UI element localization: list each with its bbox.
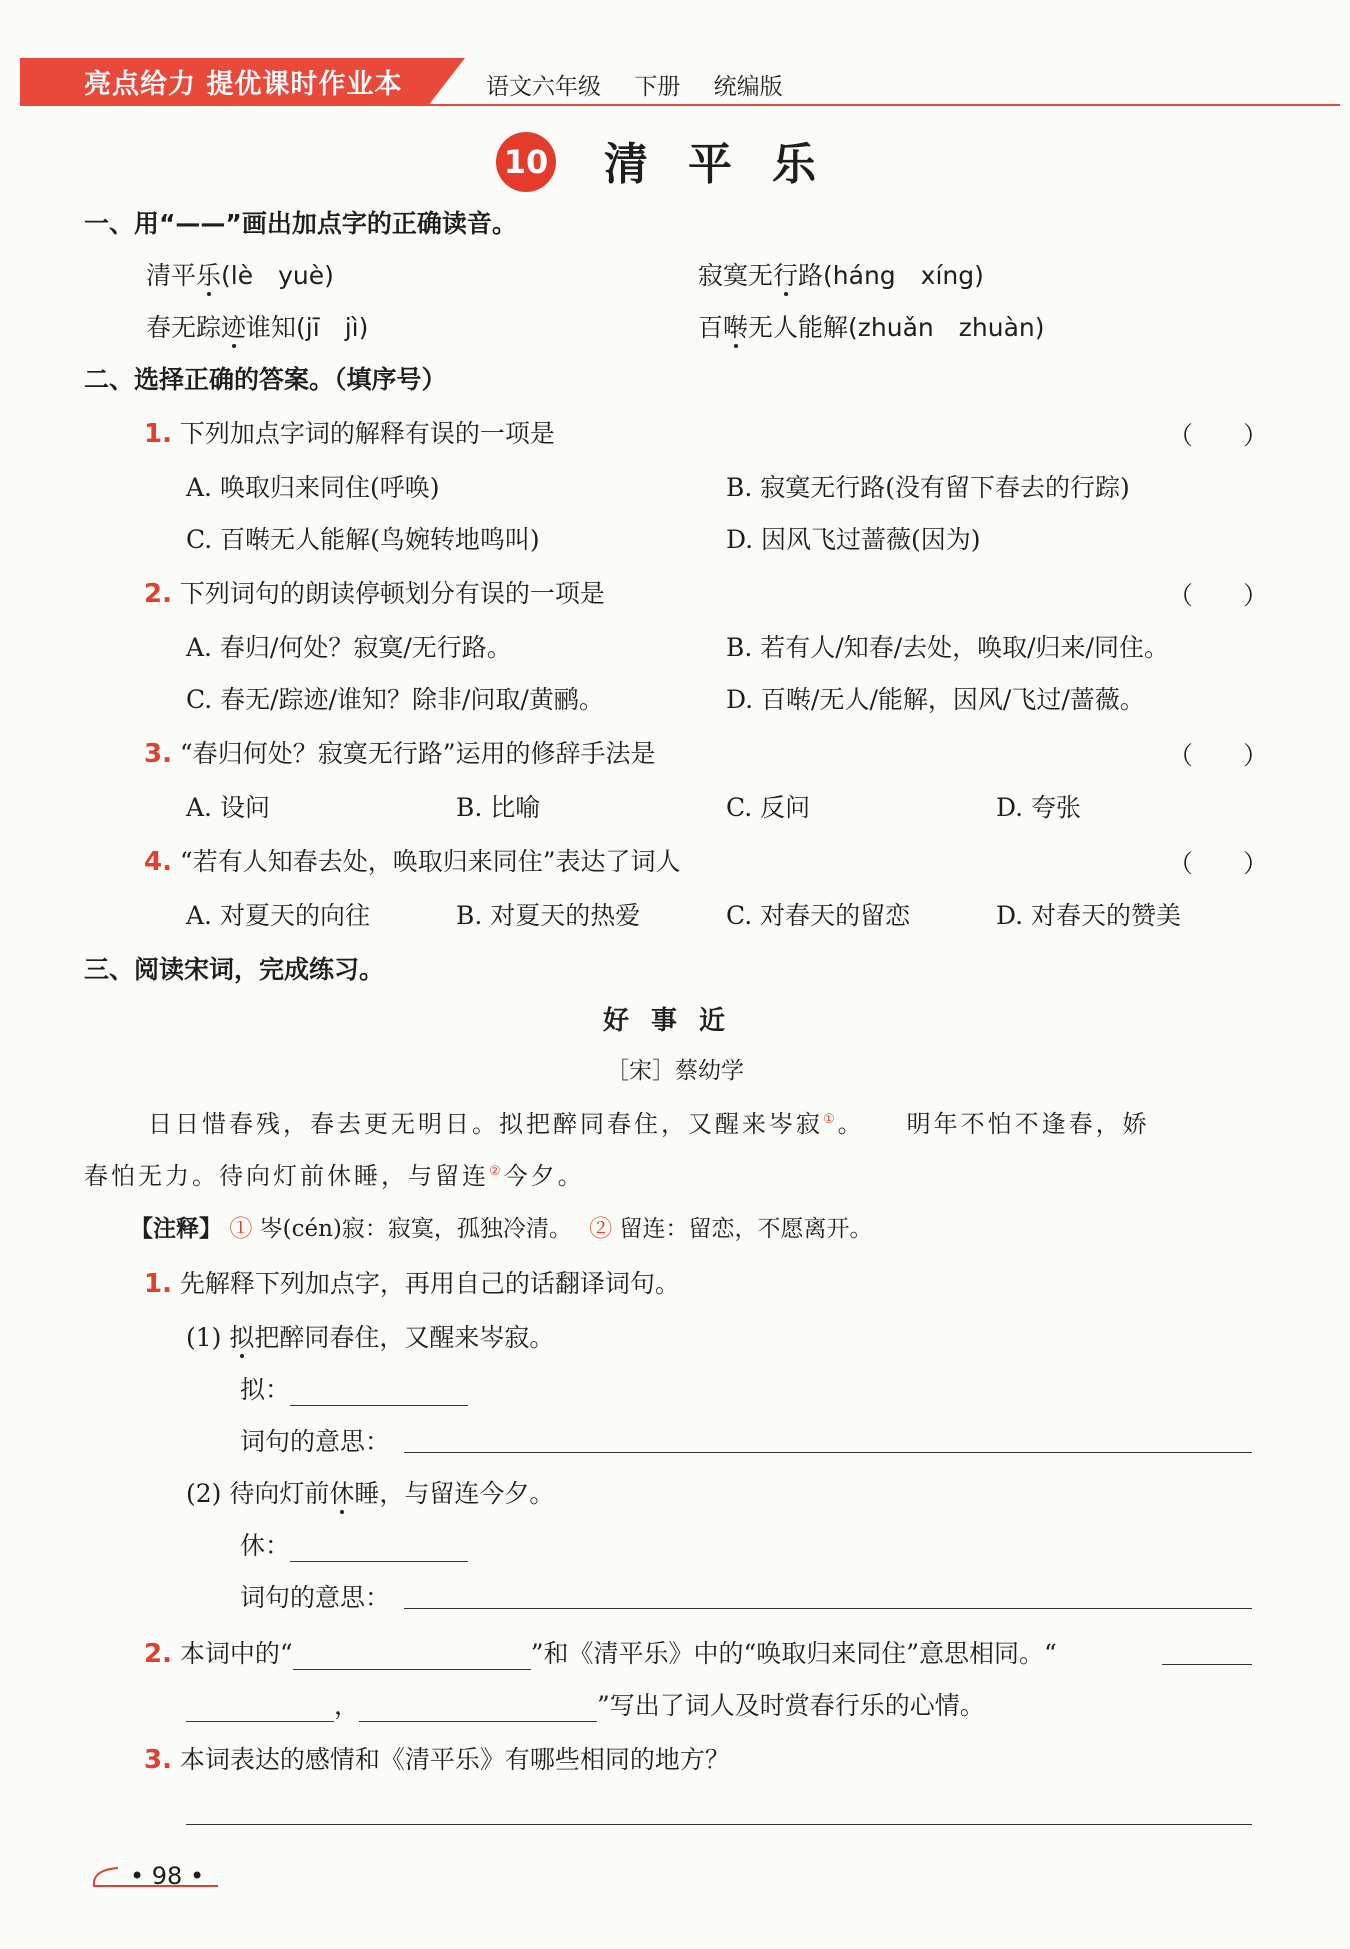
s2-q1-stem: 1. 下列加点字词的解释有误的一项是 bbox=[144, 419, 555, 449]
pinyin-item-3: 春无踪迹谁知(jī jì) bbox=[146, 313, 369, 342]
section3-heading: 三、阅读宋词，完成练习。 bbox=[84, 955, 385, 984]
s2-q3-answer-box[interactable]: （ ） bbox=[1168, 741, 1269, 770]
s2-q1-answer-box[interactable]: （ ） bbox=[1168, 421, 1269, 450]
header-brand: 亮点给力 提优课时作业本 bbox=[84, 69, 403, 100]
s2-q4-option-d: D. 对春天的赞美 bbox=[996, 901, 1182, 930]
s2-q3-option-b: B. 比喻 bbox=[456, 793, 541, 822]
header-subject: 语文六年级 bbox=[486, 74, 601, 100]
s2-q3-option-c: C. 反问 bbox=[726, 793, 811, 822]
s3-q1-sentence-1: (1) 拟把醉同春住，又醒来岑寂。 bbox=[186, 1323, 555, 1352]
s2-q2-answer-box[interactable]: （ ） bbox=[1168, 581, 1269, 610]
lesson-title: 清平乐 bbox=[604, 139, 856, 190]
header-volume: 下册 bbox=[634, 74, 681, 100]
pinyin-item-1: 清平乐(lè yuè) bbox=[146, 261, 334, 290]
pinyin-item-4: 百啭无人能解(zhuǎn zhuàn) bbox=[698, 313, 1045, 342]
s2-q4-stem: 4. “若有人知春去处，唤取归来同住”表达了词人 bbox=[144, 847, 681, 877]
s2-q2-option-d: D. 百啭/无人/能解，因风/飞过/蔷薇。 bbox=[726, 685, 1145, 714]
header-meta bbox=[486, 68, 809, 101]
page-number: • 98 • bbox=[130, 1862, 205, 1890]
s2-q1-option-b: B. 寂寞无行路(没有留下春去的行踪) bbox=[726, 473, 1130, 502]
answer-blank-q2-b-start[interactable] bbox=[1162, 1664, 1252, 1665]
s2-q2-option-b: B. 若有人/知春/去处，唤取/归来/同住。 bbox=[726, 633, 1169, 662]
poem-line-1: 日日惜春残，春去更无明日。拟把醉同春住，又醒来岑寂①。 明年不怕不逢春，娇 bbox=[148, 1110, 1150, 1138]
s3-q1-meaning-2-label: 词句的意思： bbox=[240, 1583, 391, 1612]
s2-q1-option-a: A. 唤取归来同住(呼唤) bbox=[186, 473, 440, 502]
answer-blank-ni[interactable] bbox=[290, 1379, 468, 1406]
answer-line-q3[interactable] bbox=[186, 1824, 1252, 1825]
s3-q1-word-1: 拟： bbox=[240, 1370, 468, 1406]
section2-heading: 二、选择正确的答案。（填序号） bbox=[84, 365, 447, 394]
header-rule bbox=[20, 104, 1340, 106]
s3-q1-word-2: 休： bbox=[240, 1526, 468, 1562]
poem-title: 好事近 bbox=[602, 1006, 747, 1036]
poem-notes: 【注释】 ① 岑(cén)寂：寂寞，孤独冷清。 ② 留连：留恋，不愿离开。 bbox=[130, 1216, 873, 1242]
poem-line-2: 春怕无力。待向灯前休睡，与留连②今夕。 bbox=[84, 1162, 585, 1190]
s2-q4-answer-box[interactable]: （ ） bbox=[1168, 849, 1269, 878]
header-edition: 统编版 bbox=[713, 74, 783, 100]
s2-q3-stem: 3. “春归何处？寂寞无行路”运用的修辞手法是 bbox=[144, 739, 656, 769]
s2-q4-option-b: B. 对夏天的热爱 bbox=[456, 901, 641, 930]
s2-q1-option-d: D. 因风飞过蔷薇(因为) bbox=[726, 525, 981, 554]
s3-q1-sentence-2: (2) 待向灯前休睡，与留连今夕。 bbox=[186, 1479, 555, 1508]
s2-q2-stem: 2. 下列词句的朗读停顿划分有误的一项是 bbox=[144, 579, 605, 609]
s2-q4-option-c: C. 对春天的留恋 bbox=[726, 901, 911, 930]
s3-q2-line-1: 2. 本词中的“ ”和《清平乐》中的“唤取归来同住”意思相同。“ bbox=[144, 1639, 1057, 1669]
answer-blank-q2-b[interactable] bbox=[186, 1695, 334, 1722]
answer-line-meaning-1[interactable] bbox=[404, 1452, 1252, 1453]
s2-q3-option-a: A. 设问 bbox=[186, 793, 270, 822]
s2-q4-option-a: A. 对夏天的向往 bbox=[186, 901, 370, 930]
s2-q1-option-c: C. 百啭无人能解(鸟婉转地鸣叫) bbox=[186, 525, 540, 554]
poem-author: ［宋］蔡幼学 bbox=[606, 1058, 744, 1084]
s3-q3-stem: 3. 本词表达的感情和《清平乐》有哪些相同的地方？ bbox=[144, 1745, 730, 1775]
s2-q3-option-d: D. 夸张 bbox=[996, 793, 1082, 822]
answer-line-meaning-2[interactable] bbox=[404, 1608, 1252, 1609]
s3-q1-stem: 1. 先解释下列加点字，再用自己的话翻译词句。 bbox=[144, 1269, 680, 1299]
answer-blank-q2-a[interactable] bbox=[293, 1643, 531, 1670]
s2-q2-option-c: C. 春无/踪迹/谁知？除非/问取/黄鹂。 bbox=[186, 685, 604, 714]
pinyin-item-2: 寂寞无行路(háng xíng) bbox=[698, 261, 984, 290]
answer-blank-q2-c[interactable] bbox=[359, 1695, 597, 1722]
s3-q1-meaning-1-label: 词句的意思： bbox=[240, 1427, 391, 1456]
section1-heading: 一、用“——”画出加点字的正确读音。 bbox=[84, 209, 517, 238]
s2-q2-option-a: A. 春归/何处？寂寞/无行路。 bbox=[186, 633, 512, 662]
lesson-number-badge: 10 bbox=[496, 132, 556, 192]
answer-blank-xiu[interactable] bbox=[290, 1535, 468, 1562]
s3-q2-line-2: ， ”写出了词人及时赏春行乐的心情。 bbox=[186, 1686, 985, 1722]
